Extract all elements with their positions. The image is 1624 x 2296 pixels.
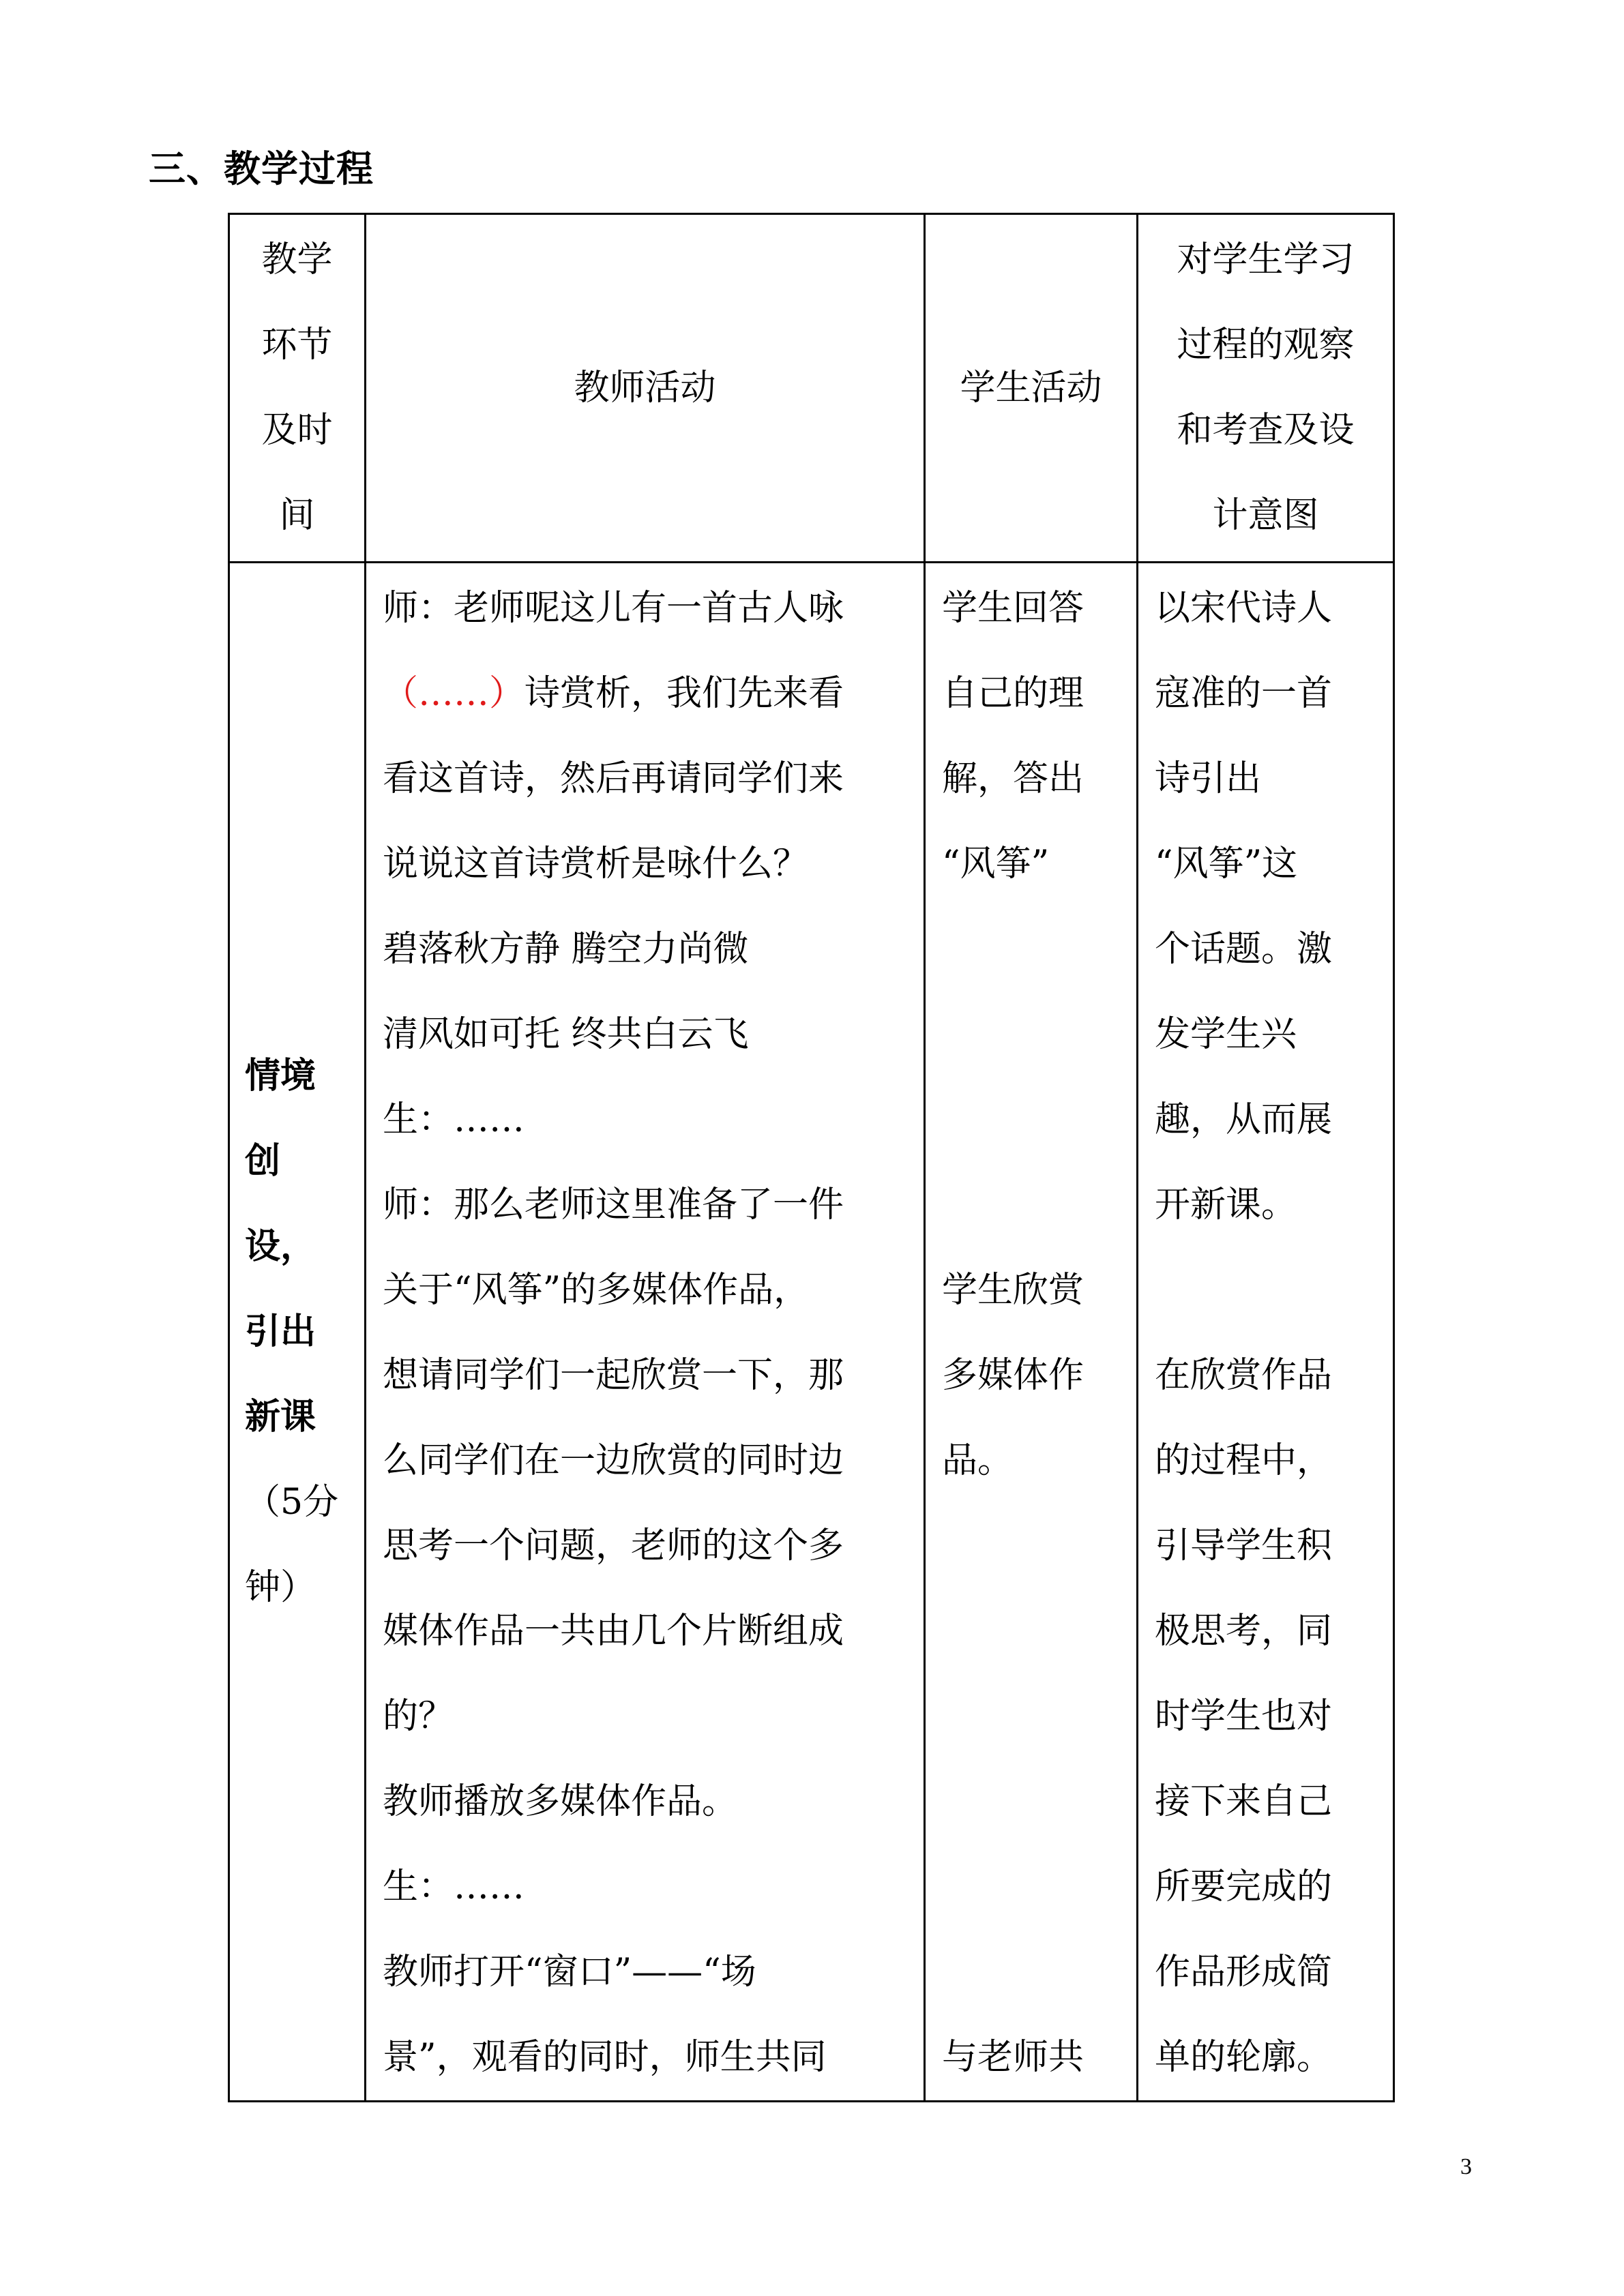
stage-title-line: 设，	[245, 1225, 316, 1267]
teacher-line: 么同学们在一边欣赏的同时边	[383, 1440, 844, 1481]
blank-line	[942, 1163, 1128, 1248]
poem-line: 碧落秋方静 腾空力尚微	[383, 929, 749, 970]
header-student-cell	[925, 214, 1138, 563]
header-design-line: 对学生学习	[1177, 239, 1355, 280]
blank-line	[942, 1589, 1128, 1674]
design-line: 作品形成简	[1155, 1952, 1333, 1993]
teacher-line: 师：老师呢这儿有一首古人咏	[383, 588, 844, 629]
design-line: 开新课。	[1155, 1184, 1297, 1225]
stage-title-line: 创	[245, 1140, 281, 1182]
design-line: 寇准的一首	[1155, 673, 1333, 714]
design-intent-cell	[1138, 563, 1394, 2102]
design-line: 所要完成的	[1155, 1866, 1333, 1907]
teacher-line: 媒体作品一共由几个片断组成	[383, 1611, 844, 1652]
blank-line	[942, 992, 1128, 1077]
teacher-line: 师：那么老师这里准备了一件	[383, 1184, 844, 1225]
poem-line: 清风如可托 终共白云飞	[383, 1014, 749, 1055]
teacher-line: 景”，观看的同时，师生共同	[383, 2037, 827, 2078]
teacher-activity-cell	[366, 563, 925, 2102]
placeholder-ellipsis: （……）	[383, 673, 525, 714]
blank-line	[942, 907, 1128, 992]
stage-title-line: 情境	[245, 1055, 316, 1097]
header-student-label: 学生活动	[960, 367, 1102, 408]
student-line: “风筝”	[942, 844, 1050, 884]
teacher-line	[383, 651, 910, 736]
design-line: 的过程中，	[1155, 1440, 1333, 1481]
blank-line	[942, 1674, 1128, 1759]
design-line: 发学生兴	[1155, 1014, 1297, 1055]
teacher-line: 生：……	[383, 1099, 525, 1140]
design-line: 单的轮廓。	[1155, 2037, 1333, 2078]
student-line: 多媒体作	[942, 1355, 1084, 1396]
header-stage-line: 间	[279, 495, 315, 536]
section-heading: 三、教学过程	[149, 147, 374, 190]
design-line: “风筝”这	[1155, 844, 1298, 884]
design-line: 引导学生积	[1155, 1525, 1333, 1566]
header-stage-line: 环节	[261, 325, 333, 366]
blank-line	[942, 1930, 1128, 2015]
header-stage-line: 及时	[261, 410, 333, 451]
table-header-row	[229, 214, 1394, 563]
teacher-line-rest: 诗赏析，我们先来看	[525, 673, 844, 714]
blank-line	[942, 1504, 1128, 1589]
blank-line	[942, 1077, 1128, 1163]
design-line: 在欣赏作品	[1155, 1355, 1333, 1396]
design-line: 趣，从而展	[1155, 1099, 1333, 1140]
teacher-line: 关于“风筝”的多媒体作品，	[383, 1270, 810, 1311]
stage-cell	[229, 563, 366, 2102]
table-row-situation	[229, 563, 1394, 2102]
teacher-line: 的？	[383, 1696, 454, 1737]
stage-time-line: （5分	[245, 1481, 339, 1523]
student-line: 学生回答	[942, 588, 1084, 629]
design-line: 以宋代诗人	[1155, 588, 1333, 629]
header-teacher-cell	[366, 214, 925, 563]
student-line: 自己的理	[942, 673, 1084, 714]
teacher-line: 说说这首诗赏析是咏什么？	[383, 844, 809, 884]
student-activity-cell	[925, 563, 1138, 2102]
student-line: 学生欣赏	[942, 1270, 1084, 1311]
teacher-line: 生：……	[383, 1866, 525, 1907]
header-design-cell	[1138, 214, 1394, 563]
teacher-line: 看这首诗，然后再请同学们来	[383, 758, 844, 799]
teacher-line: 思考一个问题，老师的这个多	[383, 1525, 844, 1566]
stage-title-line: 引出	[245, 1311, 316, 1352]
header-stage-line: 教学	[261, 239, 333, 280]
design-line: 个话题。激	[1155, 929, 1333, 970]
student-line: 解，答出	[942, 758, 1084, 799]
design-line: 极思考，同	[1155, 1611, 1333, 1652]
teacher-line: 教师打开“窗口”——“场	[383, 1952, 756, 1993]
teacher-line: 教师播放多媒体作品。	[383, 1781, 738, 1822]
teacher-line: 想请同学们一起欣赏一下，那	[383, 1355, 844, 1396]
header-design-line: 计意图	[1212, 495, 1319, 536]
blank-line	[1155, 1248, 1385, 1333]
student-line: 与老师共	[942, 2037, 1084, 2078]
header-stage-cell	[229, 214, 366, 563]
page-number: 3	[1460, 2154, 1472, 2179]
header-design-line: 过程的观察	[1177, 325, 1355, 366]
blank-line	[942, 1845, 1128, 1930]
design-line: 接下来自己	[1155, 1781, 1333, 1822]
header-teacher-label: 教师活动	[574, 367, 716, 408]
teaching-process-table	[228, 213, 1395, 2102]
header-design-line: 和考查及设	[1177, 410, 1355, 451]
student-line: 品。	[942, 1440, 1014, 1481]
blank-line	[942, 1759, 1128, 1845]
design-line: 时学生也对	[1155, 1696, 1333, 1737]
stage-title-line: 新课	[245, 1396, 316, 1437]
design-line: 诗引出	[1155, 758, 1262, 799]
stage-time-line: 钟）	[245, 1566, 316, 1608]
